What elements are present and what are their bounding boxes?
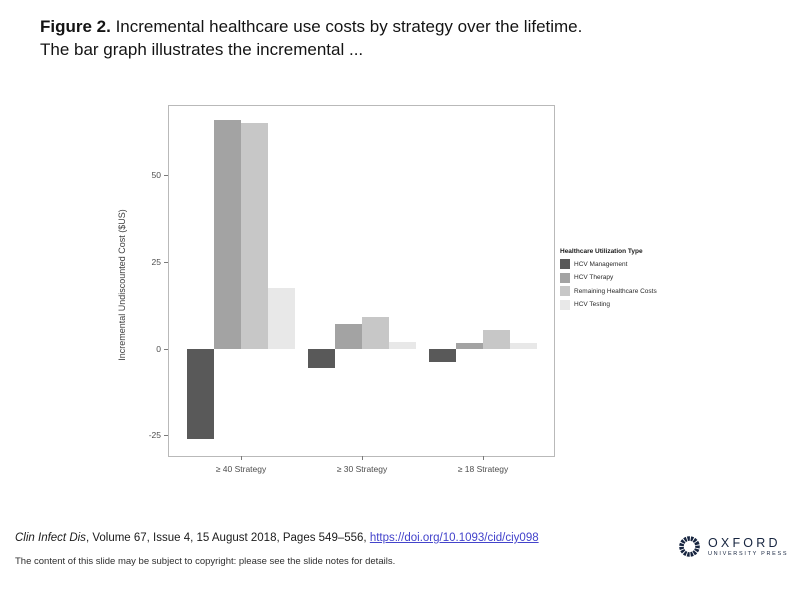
x-tick-mark — [362, 456, 363, 460]
legend-swatch-icon — [560, 300, 570, 310]
publisher-logo — [678, 535, 788, 558]
x-tick-label: ≥ 30 Strategy — [336, 464, 388, 474]
legend-title: Healthcare Utilization Type — [560, 248, 643, 255]
y-tick-label: 0 — [156, 343, 161, 354]
legend-label: HCV Therapy — [574, 274, 614, 281]
bar — [429, 349, 456, 363]
y-tick-label: 25 — [151, 256, 161, 267]
publisher-name: OXFORD — [708, 536, 781, 550]
y-tick-label: 50 — [151, 170, 161, 181]
figure-caption — [40, 16, 588, 62]
bar — [483, 330, 510, 349]
legend-swatch-icon — [560, 286, 570, 296]
legend-swatch-icon — [560, 273, 570, 283]
figure-label: Figure 2. — [40, 17, 111, 36]
legend-item — [560, 300, 670, 310]
doi-link[interactable]: https://doi.org/10.1093/cid/ciy098 — [369, 532, 539, 544]
x-tick-label: ≥ 40 Strategy — [215, 464, 267, 474]
legend-item — [560, 259, 670, 269]
bar — [335, 324, 362, 348]
x-tick-label: ≥ 18 Strategy — [457, 464, 509, 474]
legend-label: HCV Testing — [574, 301, 611, 308]
bar — [510, 343, 537, 348]
y-tick-mark — [164, 175, 168, 176]
publisher-subname: UNIVERSITY PRESS — [708, 551, 789, 557]
citation-text: , Volume 67, Issue 4, 15 August 2018, Pages 549–556, — [85, 532, 370, 544]
plot-area — [148, 105, 555, 474]
bar — [268, 288, 295, 349]
legend-label: HCV Management — [574, 260, 628, 268]
bar — [456, 343, 483, 348]
bar — [241, 123, 268, 348]
bar — [187, 349, 214, 439]
legend-item — [560, 273, 670, 283]
y-tick-mark — [164, 262, 168, 263]
bar — [214, 120, 241, 349]
legend-label: Remaining Healthcare Costs — [574, 287, 657, 295]
citation — [15, 532, 539, 544]
bar — [308, 349, 335, 368]
bar-chart: Incremental Undiscounted Cost ($US) 50 25 0 -25 ≥ 40 Strategy ≥ 30 Strategy ≥ 18 Strategy Healthcare Utilization Type HCV Management HCV Therapy Remaining Healthcare Costs HCV Testing — [168, 105, 555, 457]
legend-item — [560, 286, 670, 296]
copyright-notice: The content of this slide may be subject to copyright: please see the slide notes for details. — [15, 556, 396, 567]
oxford-ring-icon — [678, 535, 701, 558]
legend-swatch-icon — [560, 259, 570, 269]
bar — [389, 342, 416, 349]
x-tick-mark — [483, 456, 484, 460]
y-tick-mark — [164, 349, 168, 350]
journal-name: Clin Infect Dis — [15, 532, 86, 544]
bar — [362, 317, 389, 348]
x-tick-mark — [241, 456, 242, 460]
y-tick-mark — [164, 435, 168, 436]
legend — [560, 248, 670, 313]
y-tick-label: -25 — [148, 430, 161, 441]
figure-caption-text: Incremental healthcare use costs by strategy over the lifetime. The bar graph illustrates the incremental ... — [40, 17, 583, 59]
